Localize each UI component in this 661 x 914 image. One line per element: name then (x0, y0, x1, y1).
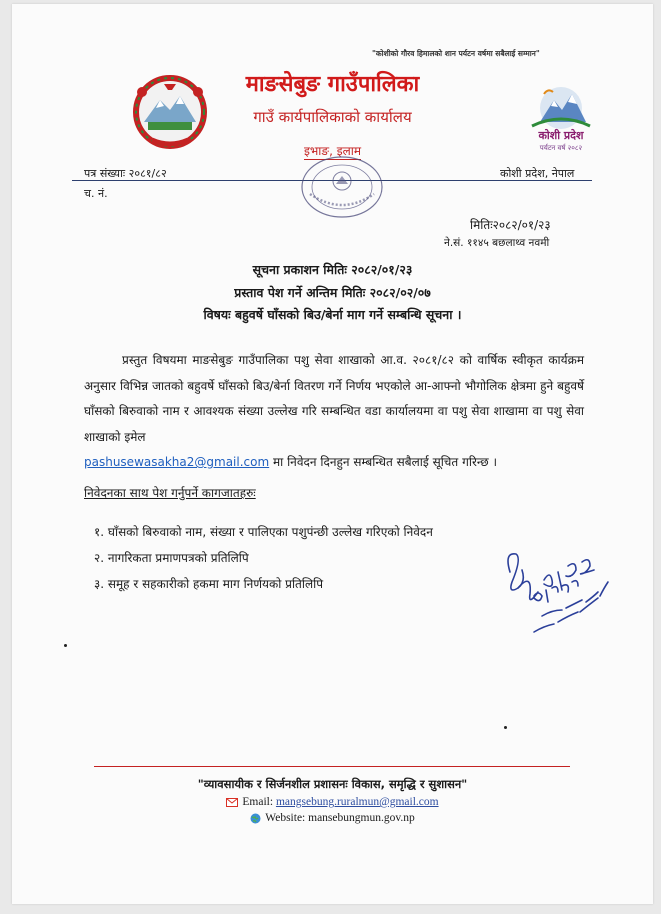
deadline-date: प्रस्ताव पेश गर्ने अन्तिम मितिः २०८२/०२/०७ (234, 285, 431, 300)
branch-email-link[interactable]: pashusewasakha2@gmail.com (84, 455, 270, 469)
notice-page (12, 4, 653, 904)
scan-speck (64, 644, 67, 647)
footer-website-url[interactable]: mansebungmun.gov.np (308, 812, 415, 824)
footer-divider (94, 766, 570, 767)
footer-email-link[interactable]: mangsebung.ruralmun@gmail.com (275, 796, 439, 808)
koshi-logo-subtitle: पर्यटन वर्ष २०८२ (539, 144, 583, 152)
office-location: इभाङ, इलाम (303, 144, 362, 158)
footer-email: Email: mangsebung.ruralmun@gmail.com (12, 796, 653, 808)
province-label: कोशी प्रदेश, नेपाल (500, 167, 575, 180)
tourism-tagline: "कोशीको गौरव हिमालको शान पर्यटन वर्षमा सबैलाई सम्मान" (372, 49, 540, 58)
office-seal-stamp (298, 154, 386, 220)
scan-speck (504, 726, 507, 729)
koshi-logo-title: कोशी प्रदेश (538, 129, 584, 142)
office-subtitle: गाउँ कार्यपालिकाको कार्यालय (253, 108, 412, 126)
officer-signature (482, 532, 622, 672)
gmail-icon (226, 798, 238, 807)
globe-icon (250, 813, 261, 824)
dispatch-number: च. नं. (84, 187, 108, 200)
documents-heading: निवेदनका साथ पेश गर्नुपर्ने कागजातहरुः (84, 486, 256, 500)
documents-list (94, 523, 433, 601)
letter-number: पत्र संख्याः २०८१/८२ (84, 167, 167, 180)
mountain-logo-icon (522, 82, 600, 130)
subject-line: विषयः बहुवर्षे घाँसको बिउ/बेर्ना माग गर्ने सम्बन्धि सूचना । (203, 307, 462, 322)
footer-website: Website: mansebungmun.gov.np (12, 812, 653, 824)
publication-date: सूचना प्रकाशन मितिः २०८२/०१/२३ (252, 262, 413, 277)
list-item: २. नागरिकता प्रमाणपत्रको प्रतिलिपि (94, 551, 249, 565)
list-item: १. घाँसको बिरुवाको नाम, संख्या र पालिएका पशुपंन्छी उल्लेख गरिएको निवेदन (94, 525, 433, 539)
notice-paragraph: प्रस्तुत विषयमा माङसेबुङ गाउँपालिका पशु सेवा शाखाको आ.व. २०८१/८२ को वार्षिक स्वीकृत कार्यक्रम अनुसार विभिन्न जातको बहुवर्षे घाँसको बिउ/बेर्ना वितरण गर्ने निर्णय भएकोले आ-आफ्नो भौगोलिक क्षेत्रमा हुने बहुवर्षे घाँसको बिरुवाको नाम र आवश्यक संख्या उल्लेख गरि सम्बन्धित वडा कार्यालयमा वा पशु सेवा शाखामा वा पशु सेवा शाखाको इमेल pashusewasakha2@gmail.com मा निवेदन दिनहुन सम्बन्धित सबैलाई सूचित गरिन्छ । (84, 353, 584, 469)
list-item: ३. समूह र सहकारीको हकमा माग निर्णयको प्रतिलिपि (94, 577, 324, 591)
footer-slogan: "व्यावसायीक र सिर्जनशील प्रशासनः विकास, समृद्धि र सुशासन" (197, 777, 468, 791)
koshi-tourism-logo (522, 82, 600, 156)
nepal-sambat-date: ने.सं. ११४५ बछलाथ्व नवमी (444, 237, 550, 249)
letter-date: मितिः२०८२/०१/२३ (470, 218, 551, 232)
municipality-title: माङसेबुङ गाउँपालिका (245, 72, 420, 97)
